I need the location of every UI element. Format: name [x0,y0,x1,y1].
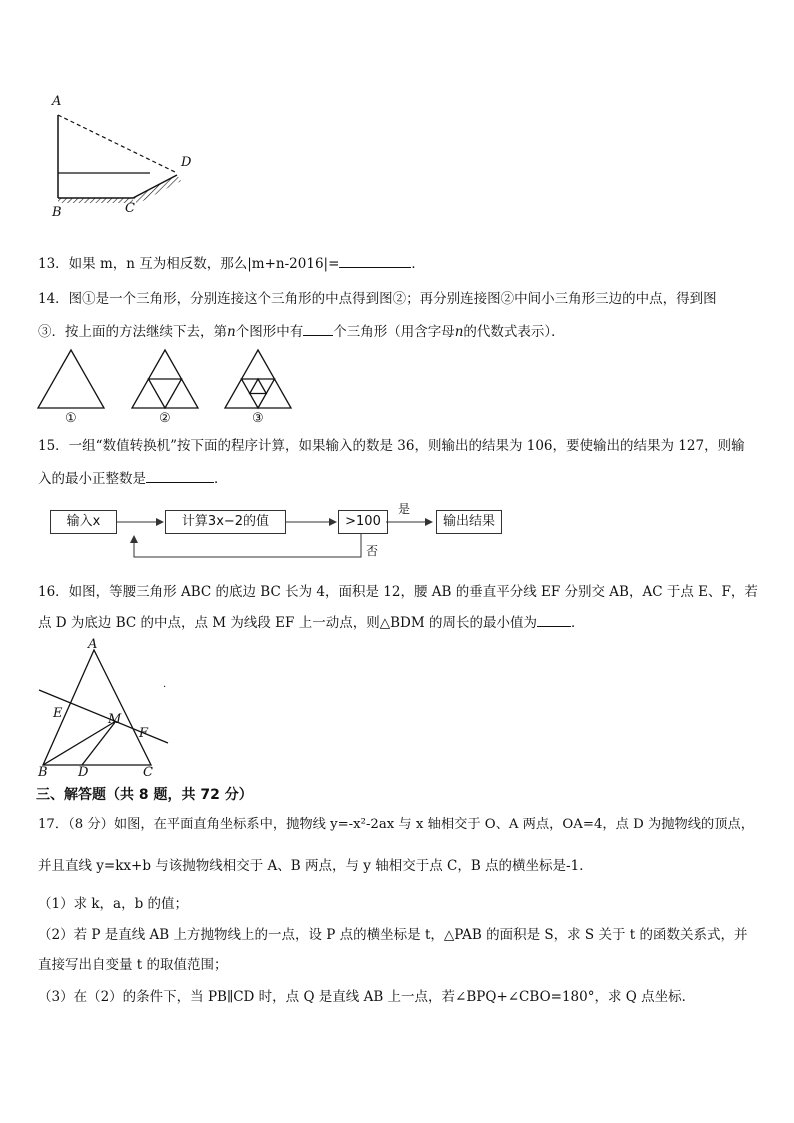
q16-text: 点 D 为底边 BC 的中点，点 M 为线段 EF 上一动点，则△BDM 的周长的最小值为 [38,615,537,631]
q14-text-a: ③．按上面的方法继续下去，第 [38,324,227,340]
q13-text: 13．如果 m，n 互为相反数，那么|m+n-2016|= [38,256,340,272]
q14-text-d: 的代数式表示）． [463,324,565,340]
flow-compute-box: 计算3x−2的值 [165,510,286,534]
label-fig-2: ② [159,411,171,426]
flow-condition-box: >100 [338,510,388,534]
question-17-part1: （1）求 k，a，b 的值； [38,896,189,912]
triangle-1 [38,350,104,408]
q14-blank[interactable] [303,321,333,336]
label-fig-3: ③ [252,411,264,426]
label-a: A [52,94,62,109]
label-e: E [53,706,63,721]
label-d: D [181,155,192,170]
stray-dot: · [163,682,167,693]
q13-end: ． [411,256,425,272]
q14-n2: n [454,324,464,340]
q13-blank[interactable] [339,253,411,268]
label-f: F [139,726,149,741]
section-3-heading: 三、解答题（共 8 题，共 72 分） [36,787,253,803]
q16-blank[interactable] [537,612,571,627]
label-m: M [108,712,122,727]
flow-output-box: 输出结果 [436,510,502,534]
question-15-line1: 15．一组“数值转换机”按下面的程序计算，如果输入的数是 36，则输出的结果为 106，要使输出的结果为 127，则输 [38,438,745,454]
label-d2: D [78,765,89,780]
triangle-figures [36,348,296,410]
q15-text: 入的最小正整数是 [38,471,146,487]
question-17-part3: （3）在（2）的条件下，当 PB∥CD 时，点 Q 是直线 AB 上一点，若∠BPQ+∠CBO=180°，求 Q 点坐标． [38,989,696,1005]
label-c2: C [143,765,153,780]
question-17-line2: 并且直线 y=kx+b 与该抛物线相交于 A、B 两点，与 y 轴相交于点 C，B 点的横坐标是-1． [38,858,593,874]
segment-bm [43,721,116,765]
question-17-line1: 17．（8 分）如图，在平面直角坐标系中，抛物线 y=-x²-2ax 与 x 轴相交于 O、A 两点，OA=4，点 D 为抛物线的顶点， [38,817,754,832]
question-16-line1: 16．如图，等腰三角形 ABC 的底边 BC 长为 4，面积是 12，腰 AB 的垂直平分线 EF 分别交 AB，AC 于点 E、F，若 [38,584,758,600]
q15-end: ． [214,471,228,487]
triangle-3-innermost [250,379,267,394]
question-14-line2 [38,321,565,342]
flow-no-label: 否 [366,544,379,558]
question-16-line2 [38,612,584,633]
dashed-ad [58,115,177,173]
label-c: C [125,201,135,216]
label-b: B [52,205,62,220]
triangle-2-inner [149,379,182,408]
flow-yes-label: 是 [398,502,411,516]
label-a2: A [88,637,98,652]
figure-abcd [45,95,195,225]
q14-text-b: 个图形中有 [235,324,304,340]
label-b2: B [38,765,48,780]
q16-end: ． [570,615,585,631]
question-17-part2-line1: （2）若 P 是直线 AB 上方抛物线上的一点，设 P 点的横坐标是 t，△PAB 的面积是 S，求 S 关于 t 的函数关系式，并 [38,927,748,943]
q14-n: n [227,324,236,340]
question-15-line2 [38,468,228,489]
label-fig-1: ① [65,411,77,426]
flow-input-box: 输入x [50,510,117,534]
question-14-line1: 14．图①是一个三角形，分别连接这个三角形的中点得到图②；再分别连接图②中间小三角形三边的中点，得到图 [38,291,717,307]
q15-blank[interactable] [146,468,214,483]
q14-text-c: 个三角形（用含字母 [333,324,455,340]
question-13 [38,253,425,274]
segment-dm [82,721,116,765]
question-17-part2-line2: 直接写出自变量 t 的取值范围； [38,957,228,973]
